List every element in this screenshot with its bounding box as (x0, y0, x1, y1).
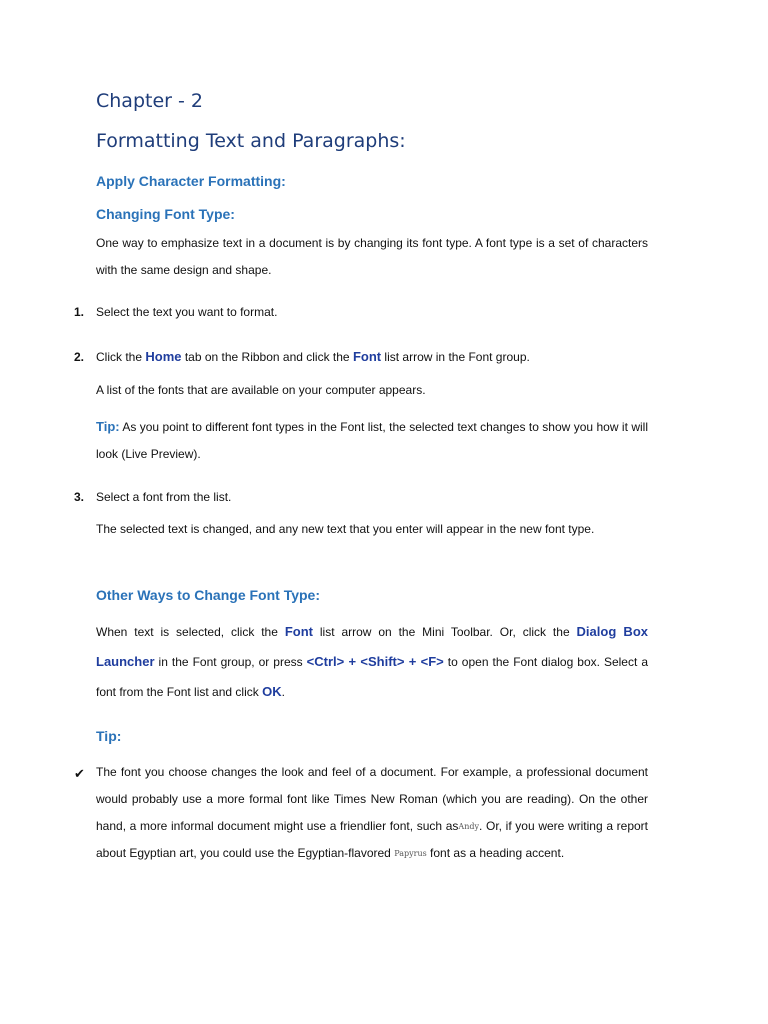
step-2-text: Click the Home tab on the Ribbon and click the Font list arrow in the Font group. (96, 349, 530, 364)
page-title: Formatting Text and Paragraphs: (96, 130, 406, 152)
intro-paragraph: One way to emphasize text in a document is by changing its font type. A font type is a set of characters with the same design and shape. (96, 236, 648, 277)
other-ways-paragraph: When text is selected, click the Font list arrow on the Mini Toolbar. Or, click the Dialog Box Launcher in the Font group, or press <Ctrl> + <Shift> + <F> to open the Font dialog box. Select a font from the Font list and click OK. (96, 624, 648, 699)
chapter-heading: Chapter - 2 (96, 90, 203, 112)
subsection-heading: Changing Font Type: (96, 206, 235, 222)
keyword-font: Font (352, 349, 382, 364)
step-3-result: The selected text is changed, and any new text that you enter will appear in the new font type. (96, 522, 595, 536)
section-heading: Apply Character Formatting: (96, 173, 286, 189)
font-sample-andy: Andy (458, 822, 479, 831)
step-number-1: 1. (74, 305, 85, 319)
tip-1-label: Tip: (96, 419, 120, 434)
step-number-3: 3. (74, 490, 85, 504)
keyword-home: Home (145, 349, 182, 364)
tip-2-bullet: The font you choose changes the look and feel of a document. For example, a professional document would probably use a more formal font like Times New Roman (which you are reading). On the other hand, a more informal document might use a friendlier font, such asAndy. Or, if you were writing a report about Egyptian art, you could use the Egyptian-flavored Papyrus font as a heading accent. (96, 759, 648, 867)
tip-2-heading: Tip: (96, 728, 122, 744)
font-sample-papyrus: Papyrus (394, 849, 427, 858)
tip-1-paragraph: Tip: As you point to different font types in the Font list, the selected text changes to show you how it will look (Live Preview). (96, 419, 648, 461)
step-number-2: 2. (74, 350, 85, 364)
other-ways-heading: Other Ways to Change Font Type: (96, 587, 321, 603)
step-2-result: A list of the fonts that are available on your computer appears. (96, 383, 426, 397)
check-icon: ✔ (74, 766, 85, 781)
step-3-text: Select a font from the list. (96, 490, 232, 504)
step-1-text: Select the text you want to format. (96, 305, 278, 319)
